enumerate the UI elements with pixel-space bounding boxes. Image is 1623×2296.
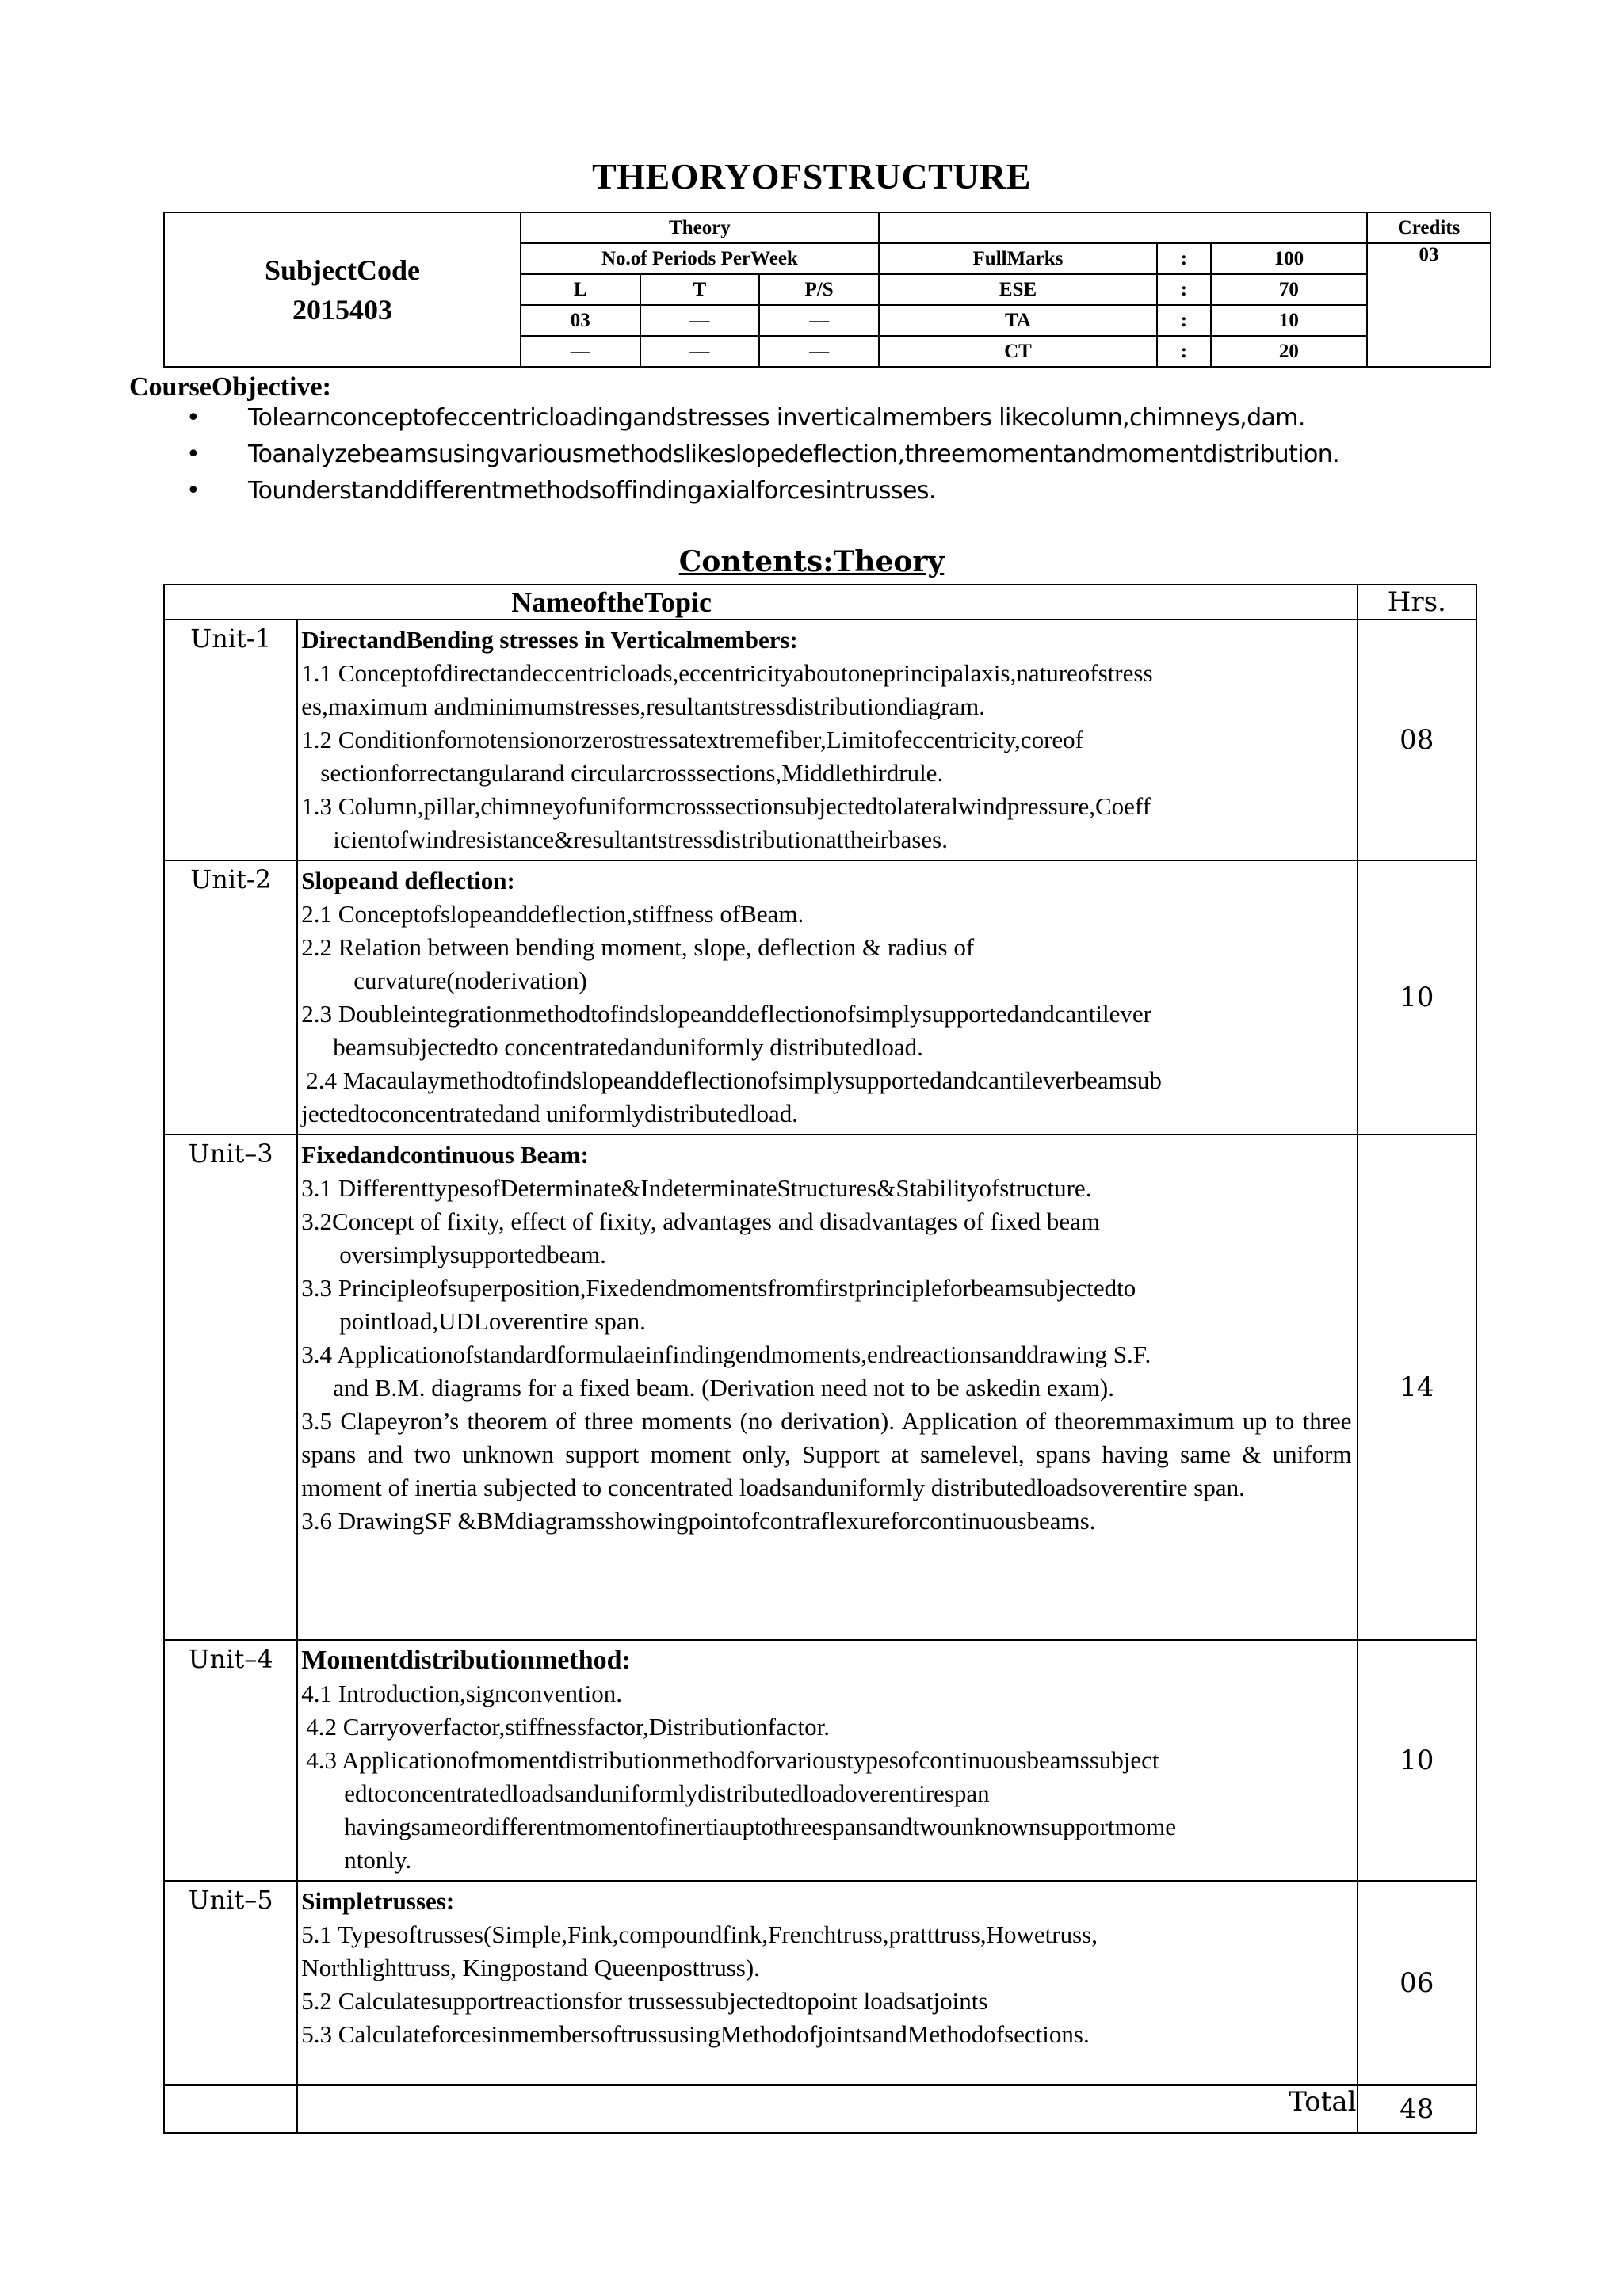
topic-line: curvature(noderivation)	[353, 967, 587, 994]
topic-line: edtoconcentratedloadsanduniformlydistributedloadoverentirespan	[344, 1779, 990, 1807]
marks-value: 70	[1211, 274, 1367, 305]
unit-title: DirectandBending stresses in Verticalmembers:	[301, 626, 798, 654]
marks-value: 100	[1211, 243, 1367, 274]
topic-line: 4.3 Applicationofmomentdistributionmethodforvarioustypesofcontinuousbeamssubject	[306, 1746, 1159, 1774]
period-value: —	[640, 305, 760, 336]
topic-line: and B.M. diagrams for a fixed beam. (Derivation need not to be askedin exam).	[333, 1374, 1114, 1402]
unit-hours: 10	[1358, 1640, 1476, 1881]
topic-line: 2.3 Doubleintegrationmethodtofindslopeanddeflectionofsimplysupportedandcantilever	[301, 1000, 1151, 1028]
unit-topic	[297, 1640, 1357, 1881]
topic-line: 1.2 Conditionfornotensionorzerostressatextremefiber,Limitofeccentricity,coreof	[301, 726, 1083, 753]
marks-sep: :	[1157, 336, 1211, 367]
period-value: —	[759, 336, 879, 367]
unit-topic	[297, 1135, 1357, 1640]
topic-line: jectedtoconcentratedand uniformlydistributedload.	[301, 1100, 798, 1127]
unit-label: Unit–4	[164, 1640, 297, 1881]
list-item: • Toanalyzebeamsusingvariousmethodslikeslopedeflection,threemomentandmomentdistribution.	[186, 437, 1339, 473]
period-value: 03	[521, 305, 640, 336]
table-row	[164, 1881, 1476, 2085]
total-value: 48	[1358, 2085, 1476, 2133]
marks-sep: :	[1157, 305, 1211, 336]
unit-hours: 08	[1358, 620, 1476, 860]
unit-topic	[297, 1881, 1357, 2085]
table-row	[164, 1640, 1476, 1881]
marks-value: 10	[1211, 305, 1367, 336]
table-row	[164, 620, 1476, 860]
marks-label: FullMarks	[879, 243, 1157, 274]
period-value: —	[640, 336, 760, 367]
topic-line: 5.1 Typesoftrusses(Simple,Fink,compoundfink,Frenchtruss,pratttruss,Howetruss,	[301, 1920, 1098, 1948]
marks-label: TA	[879, 305, 1157, 336]
unit-hours: 14	[1358, 1135, 1476, 1640]
course-objective-label: CourseObjective:	[129, 372, 331, 402]
topic-line: 1.3 Column,pillar,chimneyofuniformcrosssectionsubjectedtolateralwindpressure,Coeff	[301, 792, 1151, 820]
credits-value: 03	[1367, 243, 1491, 367]
topic-line: beamsubjectedto concentratedanduniformly distributedload.	[333, 1033, 923, 1061]
total-label: Total	[297, 2085, 1357, 2133]
topic-line: ntonly.	[344, 1846, 412, 1874]
col-l: L	[521, 274, 640, 305]
unit-label: Unit–5	[164, 1881, 297, 2085]
topic-line: pointload,UDLoverentire span.	[339, 1307, 646, 1335]
topic-paragraph: 3.5 Clapeyron’s theorem of three moments (no derivation). Application of theoremmaximum up to three spans and two unknown support moment only, Support at samelevel, spans having same & uniform moment of inertia subjected to concentrated loadsanduniformly distributedloadsoverentire span.	[301, 1407, 1352, 1501]
topic-line: 2.2 Relation between bending moment, slope, deflection & radius of	[301, 933, 975, 961]
topic-line: es,maximum andminimumstresses,resultantstressdistributiondiagram.	[301, 692, 986, 720]
header-topic: NameoftheTopic	[297, 585, 1357, 620]
header-blank	[164, 585, 297, 620]
topic-line: 2.1 Conceptofslopeanddeflection,stiffness ofBeam.	[301, 900, 804, 928]
subject-code-label: SubjectCode	[264, 254, 420, 286]
topic-line: 3.3 Principleofsuperposition,Fixedendmomentsfromfirstprincipleforbeamsubjectedto	[301, 1274, 1136, 1302]
unit-hours: 06	[1358, 1881, 1476, 2085]
header-hrs: Hrs.	[1358, 585, 1476, 620]
marks-label: CT	[879, 336, 1157, 367]
topic-line: 5.2 Calculatesupportreactionsfor trussessubjectedtopoint loadsatjoints	[301, 1987, 988, 2015]
unit-label: Unit-2	[164, 860, 297, 1135]
page-title: THEORYOFSTRUCTURE	[592, 156, 1031, 196]
topic-line: 3.4 Applicationofstandardformulaeinfindingendmoments,endreactionsanddrawing S.F.	[301, 1341, 1151, 1368]
contents-table	[163, 584, 1477, 2134]
unit-title: Momentdistributionmethod:	[301, 1646, 631, 1675]
table-row	[164, 1135, 1476, 1640]
unit-hours: 10	[1358, 860, 1476, 1135]
marks-sep: :	[1157, 274, 1211, 305]
course-objective-list	[186, 400, 1339, 509]
list-item: • Tolearnconceptofeccentricloadingandstresses inverticalmembers likecolumn,chimneys,dam.	[186, 400, 1339, 437]
topic-line: 4.2 Carryoverfactor,stiffnessfactor,Distributionfactor.	[306, 1713, 830, 1741]
unit-topic	[297, 860, 1357, 1135]
topic-line: 3.2Concept of fixity, effect of fixity, advantages and disadvantages of fixed beam	[301, 1207, 1101, 1235]
marks-label: ESE	[879, 274, 1157, 305]
topic-line: 3.6 DrawingSF &BMdiagramsshowingpointofcontraflexureforcontinuousbeams.	[301, 1507, 1096, 1535]
bullet-icon: •	[186, 404, 200, 432]
topic-line: 4.1 Introduction,signconvention.	[301, 1680, 622, 1707]
blank-header	[879, 212, 1367, 243]
total-blank	[164, 2085, 297, 2133]
period-value: —	[521, 336, 640, 367]
unit-topic	[297, 620, 1357, 860]
list-item: • Tounderstanddifferentmethodsoffindingaxialforcesintrusses.	[186, 473, 1339, 509]
topic-line: 2.4 Macaulaymethodtofindslopeanddeflectionofsimplysupportedandcantileverbeamsub	[306, 1066, 1162, 1094]
contents-title: Contents:Theory	[678, 545, 945, 578]
subject-header-table	[163, 212, 1491, 368]
subject-code-value: 2015403	[292, 293, 392, 326]
total-row	[164, 2085, 1476, 2133]
bullet-icon: •	[186, 441, 200, 468]
marks-sep: :	[1157, 243, 1211, 274]
theory-header: Theory	[521, 212, 879, 243]
topic-line: 3.1 DifferenttypesofDeterminate&IndeterminateStructures&Stabilityofstructure.	[301, 1174, 1092, 1202]
subject-code-cell	[164, 212, 521, 367]
unit-label: Unit-1	[164, 620, 297, 860]
unit-title: Slopeand deflection:	[301, 867, 515, 894]
topic-line: 1.1 Conceptofdirectandeccentricloads,eccentricityaboutoneprincipalaxis,natureofstress	[301, 659, 1153, 687]
col-t: T	[640, 274, 760, 305]
topic-line: sectionforrectangularand circularcrosssections,Middlethirdrule.	[320, 759, 944, 787]
topic-line: havingsameordifferentmomentofinertiauptothreespansandtwounknownsupportmome	[344, 1813, 1177, 1840]
table-header-row	[164, 585, 1476, 620]
topic-line: Northlighttruss, Kingpostand Queenposttruss).	[301, 1954, 760, 1981]
col-ps: P/S	[759, 274, 879, 305]
topic-line: icientofwindresistance&resultantstressdistributionattheirbases.	[333, 826, 948, 853]
topic-line: oversimplysupportedbeam.	[339, 1241, 606, 1268]
unit-title: Simpletrusses:	[301, 1887, 455, 1915]
period-value: —	[759, 305, 879, 336]
topic-line: 5.3 CalculateforcesinmembersoftrussusingMethodofjointsandMethodofsections.	[301, 2020, 1090, 2048]
table-row	[164, 860, 1476, 1135]
periods-header: No.of Periods PerWeek	[521, 243, 879, 274]
marks-value: 20	[1211, 336, 1367, 367]
bullet-icon: •	[186, 477, 200, 505]
unit-label: Unit–3	[164, 1135, 297, 1640]
unit-title: Fixedandcontinuous Beam:	[301, 1141, 589, 1169]
credits-header: Credits	[1367, 212, 1491, 243]
